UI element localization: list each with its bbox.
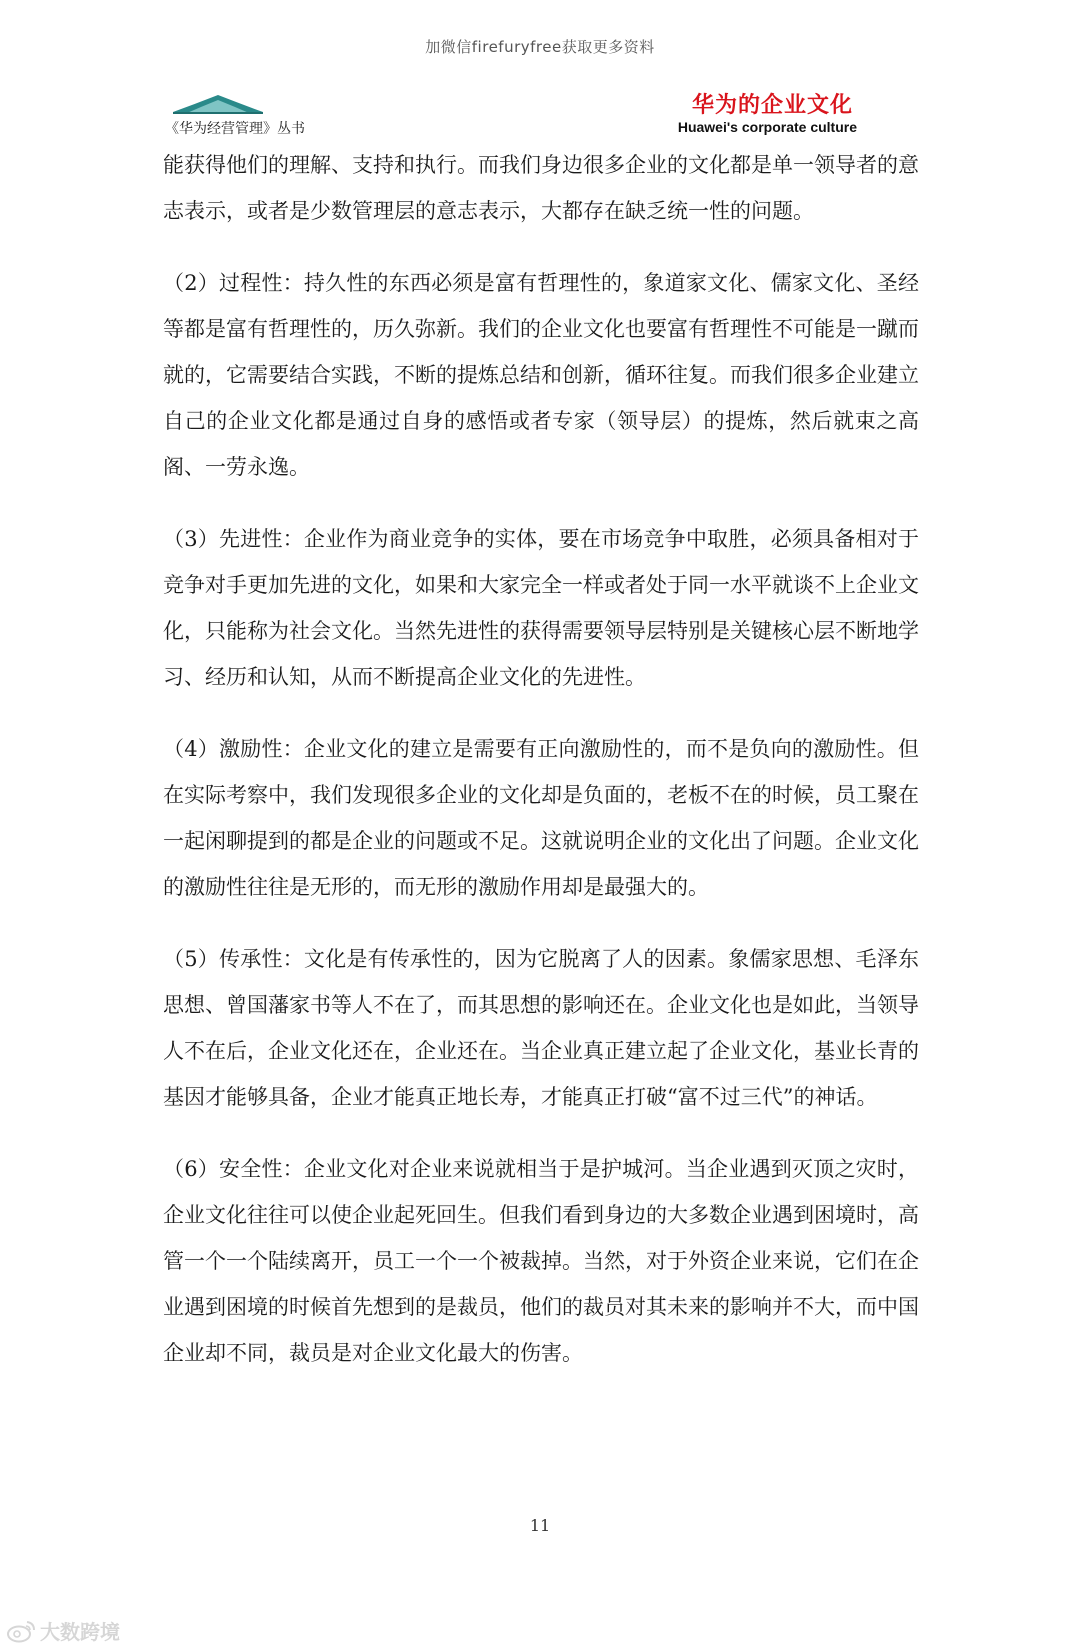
watermark-text: 大数跨境	[40, 1620, 120, 1644]
paragraph: （6）安全性：企业文化对企业来说就相当于是护城河。当企业遇到灭顶之灾时，企业文化往往可以使企业起死回生。但我们看到身边的大多数企业遇到困境时，高管一个一个陆续离开，员工一个一个被裁掉。当然，对于外资企业来说，它们在企业遇到困境的时候首先想到的是裁员，他们的裁员对其未来的影响并不大，而中国企业却不同，裁员是对企业文化最大的伤害。	[163, 1157, 919, 1365]
paragraph: （5）传承性：文化是有传承性的，因为它脱离了人的因素。象儒家思想、毛泽东思想、曾国藩家书等人不在了，而其思想的影响还在。企业文化也是如此，当领导人不在后，企业文化还在，企业还在。当企业真正建立起了企业文化，基业长青的基因才能够具备，企业才能真正地长寿，才能真正打破“富不过三代”的神话。	[163, 947, 919, 1109]
brand-subtitle: Huawei's corporate culture	[677, 119, 857, 135]
page-number: 11	[529, 1516, 551, 1535]
mountain-logo-icon	[173, 92, 263, 114]
brand-title: 华为的企业文化	[691, 93, 853, 118]
body-text	[163, 142, 919, 1376]
top-note: 加微信firefuryfree获取更多资料	[425, 38, 655, 56]
series-name: 《华为经营管理》丛书	[165, 121, 305, 137]
weibo-icon	[6, 1619, 36, 1643]
page-header	[165, 88, 915, 143]
watermark	[6, 1616, 120, 1645]
paragraph: （2）过程性：持久性的东西必须是富有哲理性的，象道家文化、儒家文化、圣经等都是富有哲理性的，历久弥新。我们的企业文化也要富有哲理性不可能是一蹴而就的，它需要结合实践，不断的提炼总结和创新，循环往复。而我们很多企业建立自己的企业文化都是通过自身的感悟或者专家（领导层）的提炼，然后就束之高阁、一劳永逸。	[163, 271, 919, 479]
paragraph: （4）激励性：企业文化的建立是需要有正向激励性的，而不是负向的激励性。但在实际考察中，我们发现很多企业的文化却是负面的，老板不在的时候，员工聚在一起闲聊提到的都是企业的问题或不足。这就说明企业的文化出了问题。企业文化的激励性往往是无形的，而无形的激励作用却是最强大的。	[163, 737, 919, 899]
paragraph: 能获得他们的理解、支持和执行。而我们身边很多企业的文化都是单一领导者的意志表示，或者是少数管理层的意志表示，大都存在缺乏统一性的问题。	[163, 153, 919, 223]
paragraph: （3）先进性：企业作为商业竞争的实体，要在市场竞争中取胜，必须具备相对于竞争对手更加先进的文化，如果和大家完全一样或者处于同一水平就谈不上企业文化，只能称为社会文化。当然先进性的获得需要领导层特别是关键核心层不断地学习、经历和认知，从而不断提高企业文化的先进性。	[163, 527, 919, 689]
